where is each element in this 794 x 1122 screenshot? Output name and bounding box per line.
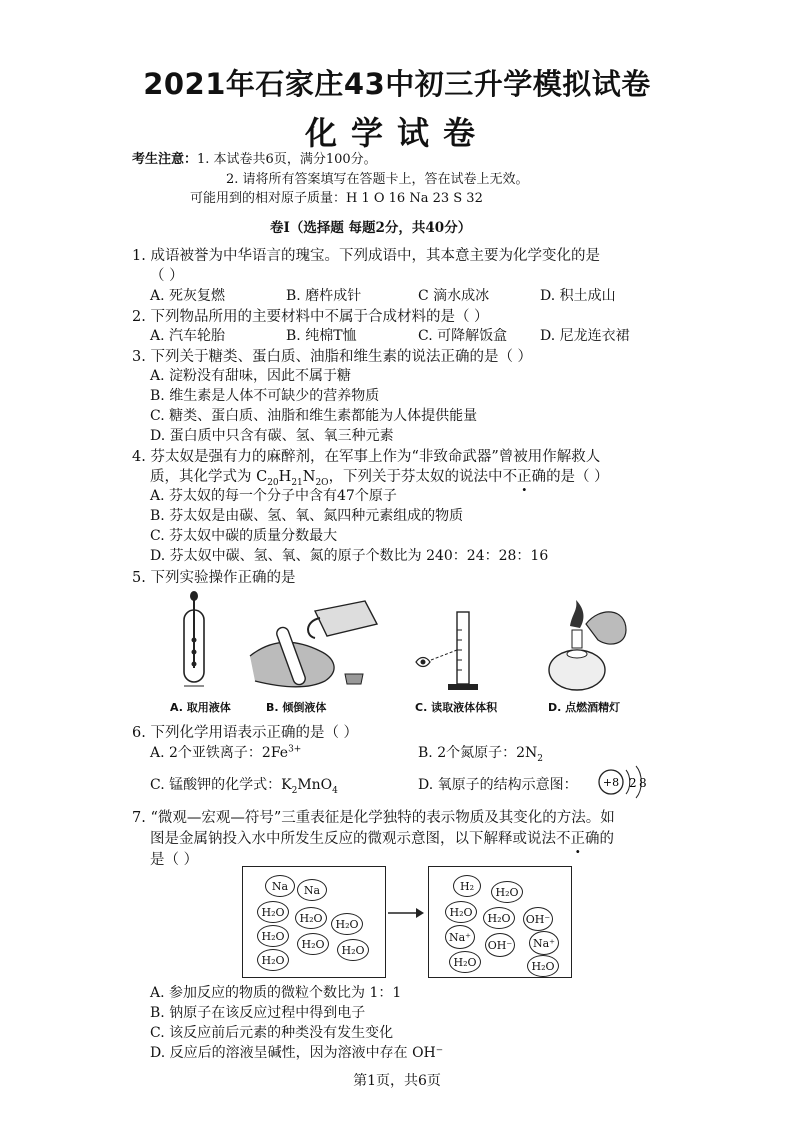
- q2-option-c: C. 可降解饭盒: [418, 328, 508, 344]
- q3-option-a: A. 淀粉没有甜味，因此不属于糖: [150, 368, 352, 384]
- molecule-h2o-3: H₂O: [331, 913, 363, 935]
- products-box: [428, 866, 572, 978]
- q6-c-mid: MnO: [297, 777, 333, 793]
- ion-oh-1: OH⁻: [523, 907, 553, 931]
- q7-option-a: A. 参加反应的物质的微粒个数比为 1：1: [150, 985, 402, 1001]
- fig-alcohol-lamp: [540, 596, 640, 696]
- q6-a-charge: 3+: [288, 744, 302, 755]
- q2-stem: 2. 下列物品所用的主要材料中不属于合成材料的是（ ）: [132, 309, 489, 325]
- q4-option-b: B. 芬太奴是由碳、氢、氧、氮四种元素组成的物质: [150, 508, 464, 524]
- fig-dropper-test-tube: [165, 590, 235, 695]
- q4-option-d: D. 芬太奴中碳、氢、氧、氮的原子个数比为 240：24：28：16: [150, 548, 549, 564]
- shell-2-count: 8: [639, 776, 647, 790]
- section-title: 卷Ⅰ（选择题 每题2分，共40分）: [270, 220, 472, 236]
- q2-option-b: B. 纯棉T恤: [286, 328, 357, 344]
- q2-option-d: D. 尼龙连衣裙: [540, 328, 630, 344]
- q7-emphasis: 不正确: [556, 831, 600, 847]
- molecule-h2o-p5: H₂O: [527, 955, 559, 977]
- q1-option-c: C 滴水成冰: [418, 288, 490, 304]
- notice-line-1: [132, 148, 377, 167]
- q7-stem-1: 7. “微观—宏观—符号”三重表征是化学独特的表示物质及其变化的方法。如: [132, 810, 615, 826]
- q7-stem-2-end: 的: [599, 831, 614, 847]
- notice-2: 2. 请将所有答案填写在答题卡上，答在试卷上无效。: [226, 172, 529, 187]
- q6-option-a: [150, 742, 301, 762]
- molecule-h2o-1: H₂O: [257, 901, 289, 923]
- q7-option-d: D. 反应后的溶液呈碱性，因为溶液中存在 OH⁻: [150, 1045, 444, 1061]
- q7-stem-2: [150, 827, 614, 848]
- q4-sub-h: 21: [291, 477, 303, 488]
- q5-stem: 5. 下列实验操作正确的是: [132, 570, 296, 586]
- q7-stem-3: 是（ ）: [150, 852, 199, 868]
- q6-stem: 6. 下列化学用语表示正确的是（ ）: [132, 725, 359, 741]
- q6-option-b: [418, 742, 543, 764]
- notice-label: 考生注意：: [132, 152, 198, 167]
- q1-stem: 1. 成语被誉为中华语言的瑰宝。下列成语中，其本意主要为化学变化的是: [132, 248, 600, 264]
- ion-oh-2: OH⁻: [485, 933, 515, 957]
- q6-option-c: [150, 774, 338, 796]
- q6-option-d: D. 氧原子的结构示意图：: [418, 777, 578, 793]
- reactants-box: [242, 866, 386, 978]
- molecule-h2o-4: H₂O: [257, 925, 289, 947]
- q3-option-b: B. 维生素是人体不可缺少的营养物质: [150, 388, 380, 404]
- nucleus-charge: +8: [602, 776, 620, 789]
- q4-sub-n: 2O: [315, 477, 329, 488]
- molecule-h2o-5: H₂O: [297, 933, 329, 955]
- q3-stem: 3. 下列关于糖类、蛋白质、油脂和维生素的说法正确的是（ ）: [132, 349, 533, 365]
- molecule-na-2: Na: [297, 879, 327, 901]
- q6-b-text: B. 2个氮原子：2N: [418, 745, 538, 761]
- q5-label-a: A. 取用液体: [170, 701, 231, 714]
- q4-emphasis: 不正确: [502, 469, 547, 485]
- q6-c-text: C. 锰酸钾的化学式：K: [150, 777, 292, 793]
- q4-stem-post: ，下列关于芬太奴的说法中: [328, 469, 503, 485]
- q4-sub-c: 20: [267, 477, 279, 488]
- q6-a-text: A. 2个亚铁离子：2Fe: [150, 745, 289, 761]
- q4-option-a: A. 芬太奴的每一个分子中含有47个原子: [150, 488, 397, 504]
- q7-stem-2-pre: 图是金属钠投入水中所发生反应的微观示意图，以下解释或说法: [150, 831, 556, 847]
- q3-option-d: D. 蛋白质中只含有碳、氢、氧三种元素: [150, 428, 394, 444]
- fig-pouring-liquid: [245, 596, 385, 696]
- molecule-h2o-p3: H₂O: [483, 907, 515, 929]
- molecule-na-1: Na: [265, 875, 295, 897]
- q4-formula-n: N: [302, 469, 316, 485]
- q1-option-a: A. 死灰复燃: [150, 288, 226, 304]
- page-number: 第1页，共6页: [353, 1073, 441, 1089]
- q1-option-d: D. 积土成山: [540, 288, 616, 304]
- molecule-h2o-p2: H₂O: [445, 901, 477, 923]
- q4-formula-h: H: [278, 469, 292, 485]
- exam-title: 2021年石家庄43中初三升学模拟试卷: [143, 67, 651, 101]
- q6-c-sub1: 2: [291, 785, 298, 796]
- q6-c-sub2: 4: [332, 785, 338, 796]
- molecule-h2o-7: H₂O: [257, 949, 289, 971]
- q5-label-b: B. 倾倒液体: [266, 701, 327, 714]
- q1-paren: （ ）: [150, 268, 184, 284]
- notice-1: 1. 本试卷共6页，满分100分。: [197, 152, 377, 167]
- molecule-h2o-6: H₂O: [337, 939, 369, 961]
- oxygen-atom-diagram: [593, 764, 653, 800]
- molecule-h2o-2: H₂O: [295, 907, 327, 929]
- q4-option-c: C. 芬太奴中碳的质量分数最大: [150, 528, 338, 544]
- q7-option-b: B. 钠原子在该反应过程中得到电子: [150, 1005, 366, 1021]
- atomic-mass: 可能用到的相对原子质量：H 1 O 16 Na 23 S 32: [190, 191, 483, 206]
- q5-label-d: D. 点燃酒精灯: [548, 701, 621, 714]
- q4-formula-prefix: 质，其化学式为 C: [150, 469, 268, 485]
- shell-1-count: 2: [629, 776, 637, 790]
- q4-stem-1: 4. 芬太奴是强有力的麻醉剂，在军事上作为“非致命武器”曾被用作解救人: [132, 449, 601, 465]
- q2-option-a: A. 汽车轮胎: [150, 328, 226, 344]
- reaction-arrow: [386, 905, 426, 921]
- molecule-h2o-p4: H₂O: [449, 951, 481, 973]
- fig-graduated-cylinder: [412, 610, 502, 696]
- ion-na-1: Na⁺: [445, 925, 475, 949]
- q1-option-b: B. 磨杵成针: [286, 288, 362, 304]
- q6-b-sub: 2: [537, 753, 543, 764]
- molecule-h2: H₂: [453, 875, 481, 897]
- subject-title: 化学试卷: [304, 114, 489, 152]
- q4-stem-end: 的是（ ）: [546, 469, 609, 485]
- q5-label-c: C. 读取液体体积: [415, 701, 498, 714]
- ion-na-2: Na⁺: [529, 931, 559, 955]
- molecule-h2o-p1: H₂O: [491, 881, 523, 903]
- q3-option-c: C. 糖类、蛋白质、油脂和维生素都能为人体提供能量: [150, 408, 478, 424]
- q7-option-c: C. 该反应前后元素的种类没有发生变化: [150, 1025, 394, 1041]
